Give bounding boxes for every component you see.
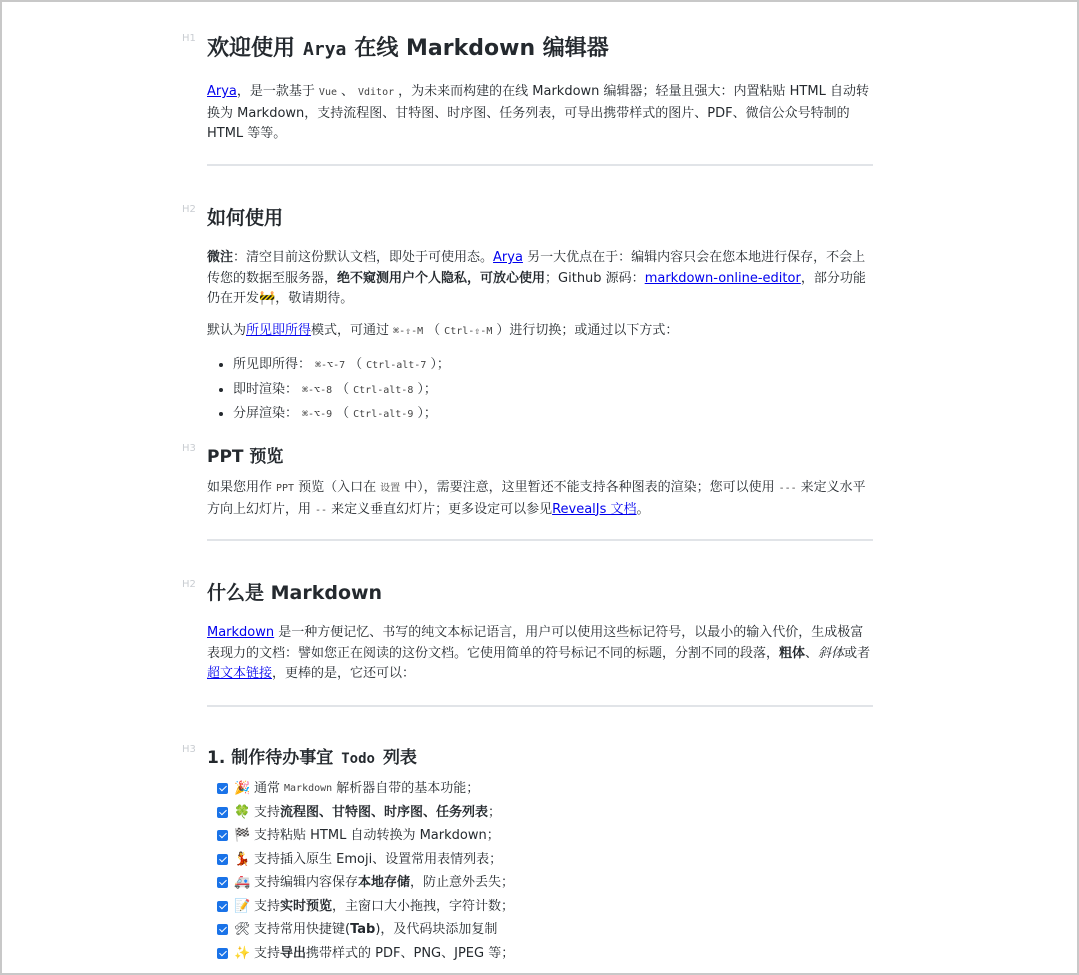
text: ）； bbox=[430, 357, 450, 372]
text: 。 bbox=[636, 501, 650, 517]
text: 支持 bbox=[254, 945, 281, 961]
text: ；Github 源码： bbox=[545, 270, 645, 286]
text: ，部分功能仍在开发 bbox=[207, 270, 866, 306]
text: ，为未来而构建的在线 Markdown 编辑器；轻量且强大：内置粘贴 HTML 自动转换为 Markdown，支持流程图、甘特图、时序图、任务列表，可导出携带样式的图片、PDF、微信公众号特制的 HTML 等等。 bbox=[207, 84, 869, 141]
text: （ bbox=[427, 323, 441, 338]
checkbox-checked[interactable] bbox=[217, 901, 228, 912]
title-text-end: 在线 Markdown 编辑器 bbox=[354, 36, 609, 61]
todo-item bbox=[217, 777, 514, 801]
hypertext-link[interactable]: 超文本链接 bbox=[207, 666, 273, 681]
text: 列表 bbox=[382, 748, 417, 768]
mode-list bbox=[207, 353, 450, 427]
text: 所见即所得： bbox=[233, 357, 312, 372]
bold-text: 流程图、甘特图、时序图、任务列表 bbox=[280, 804, 489, 820]
text: 来定义水平方向上幻灯片，用 bbox=[207, 480, 866, 517]
ppt-paragraph bbox=[207, 478, 873, 521]
text: （ bbox=[336, 381, 350, 397]
text: 解析器自带的基本功能； bbox=[336, 781, 480, 796]
mode-paragraph bbox=[207, 321, 873, 343]
divider bbox=[207, 705, 873, 707]
text: 支持编辑内容保存 bbox=[254, 875, 359, 890]
text: 支持粘贴 HTML 自动转换为 Markdown； bbox=[254, 828, 500, 843]
text: ）； bbox=[417, 381, 437, 397]
flag-emoji: 🏁 bbox=[234, 828, 251, 843]
bold-text: Tab bbox=[350, 922, 376, 937]
text: （ bbox=[336, 406, 350, 421]
text: 即时渲染： bbox=[233, 381, 299, 397]
todo-item bbox=[217, 895, 514, 919]
inline-code: Markdown bbox=[284, 783, 333, 794]
inline-code: Ctrl-alt-9 bbox=[353, 409, 414, 420]
intro-paragraph bbox=[207, 82, 873, 145]
inline-code: Ctrl-⇧-M bbox=[444, 326, 493, 337]
text: 支持插入原生 Emoji、设置常用表情列表； bbox=[254, 851, 503, 867]
text: ：清空目前这份默认文档，即处于可使用态。 bbox=[233, 250, 494, 265]
page-title bbox=[207, 31, 609, 62]
checkbox-checked[interactable] bbox=[217, 830, 228, 841]
github-link[interactable]: markdown-online-editor bbox=[644, 270, 801, 286]
todo-item bbox=[217, 848, 514, 872]
text: 、 bbox=[340, 84, 354, 99]
text: 或者 bbox=[844, 645, 871, 661]
list-item bbox=[233, 353, 450, 378]
checkbox-checked[interactable] bbox=[217, 948, 228, 959]
bold-text: 本地存储 bbox=[358, 875, 411, 890]
text: 支持 bbox=[254, 804, 281, 820]
divider bbox=[207, 539, 873, 541]
text: ，主窗口大小拖拽，字符计数； bbox=[332, 898, 515, 914]
memo-emoji: 📝 bbox=[234, 898, 251, 914]
text: 模式，可通过 bbox=[311, 323, 390, 338]
text: 分屏渲染： bbox=[233, 406, 299, 421]
heading-marker: H3 bbox=[182, 744, 196, 755]
inline-code: -- bbox=[315, 504, 328, 516]
todo-list bbox=[217, 777, 514, 965]
text: ，防止意外丢失； bbox=[410, 875, 515, 890]
text: 是一种方便记忆、书写的纯文本标记语言，用户可以使用这些标记符号，以最小的输入代价，生成极富表现力的文档：譬如您正在阅读的这份文档。它使用简单的符号标记不同的标题，分割不同的段落， bbox=[207, 625, 864, 661]
title-code: Arya bbox=[303, 39, 347, 60]
list-item bbox=[233, 378, 450, 403]
markdown-paragraph bbox=[207, 623, 873, 685]
text: ，是一款基于 bbox=[236, 84, 315, 99]
text: 默认为 bbox=[207, 323, 247, 338]
bold-text: 绝不窥测用户个人隐私，可放心使用 bbox=[337, 270, 546, 286]
arya-link[interactable]: Arya bbox=[207, 84, 237, 99]
todo-item bbox=[217, 942, 514, 966]
inline-code: Todo bbox=[341, 751, 375, 767]
text: 如果您用作 bbox=[207, 480, 273, 495]
heading-marker: H2 bbox=[182, 579, 196, 590]
divider bbox=[207, 164, 873, 166]
heading-marker: H2 bbox=[182, 204, 196, 215]
checkbox-checked[interactable] bbox=[217, 807, 228, 818]
section-title-markdown: 什么是 Markdown bbox=[207, 582, 383, 604]
checkbox-checked[interactable] bbox=[217, 924, 228, 935]
text: 中），需要注意，这里暂还不能支持各种图表的渲染；您可以使用 bbox=[404, 480, 775, 495]
bold-text: 粗体 bbox=[779, 645, 806, 661]
italic-text: 斜体 bbox=[818, 645, 845, 661]
text: 支持 bbox=[254, 898, 281, 914]
inline-code: ⌘-⇧-M bbox=[393, 326, 424, 337]
todo-item bbox=[217, 824, 514, 848]
checkbox-checked[interactable] bbox=[217, 854, 228, 865]
text: 、 bbox=[805, 645, 819, 661]
section-title-todo bbox=[207, 743, 417, 768]
heading-marker: H1 bbox=[182, 33, 196, 44]
todo-item bbox=[217, 918, 514, 942]
text: 携带样式的 PDF、PNG、JPEG 等； bbox=[306, 945, 515, 961]
party-emoji: 🎉 bbox=[234, 781, 251, 796]
tools-emoji: 🛠 bbox=[234, 922, 251, 937]
construction-emoji: 🚧 bbox=[259, 291, 276, 306]
inline-code: --- bbox=[778, 483, 797, 494]
inline-code: Ctrl-alt-8 bbox=[353, 384, 414, 396]
text: 另一大优点在于：编辑内容只会在您本地进行保存，不会上传您的数据至服务器， bbox=[207, 250, 866, 286]
section-title-ppt: PPT 预览 bbox=[207, 447, 284, 467]
text: )，及代码块添加复制 bbox=[375, 922, 498, 937]
ambulance-emoji: 🚑 bbox=[234, 875, 251, 890]
markdown-link[interactable]: Markdown bbox=[207, 625, 275, 640]
todo-item bbox=[217, 871, 514, 895]
inline-code: ⌘-⌥-9 bbox=[302, 409, 333, 420]
text: 预览（入口在 bbox=[298, 480, 377, 495]
text: 通常 bbox=[254, 781, 281, 796]
text: 1. 制作待办事宜 bbox=[207, 748, 334, 768]
inline-code: PPT bbox=[276, 483, 295, 494]
section-title-how: 如何使用 bbox=[207, 207, 284, 229]
dancer-emoji: 💃 bbox=[234, 851, 251, 867]
how-paragraph bbox=[207, 248, 873, 310]
bold-text: 微注 bbox=[207, 250, 234, 265]
bold-text: 导出 bbox=[280, 945, 307, 961]
inline-code: Ctrl-alt-7 bbox=[366, 360, 427, 371]
heading-marker: H3 bbox=[182, 443, 196, 454]
text: ； bbox=[488, 804, 502, 820]
todo-item bbox=[217, 801, 514, 825]
inline-code: Vditor bbox=[358, 87, 395, 98]
bold-text: 实时预览 bbox=[280, 898, 333, 914]
text: （ bbox=[349, 357, 363, 372]
arya-link[interactable]: Arya bbox=[493, 250, 523, 265]
title-text: 欢迎使用 bbox=[207, 36, 296, 61]
text: ，敬请期待。 bbox=[275, 291, 354, 306]
checkbox-checked[interactable] bbox=[217, 783, 228, 794]
inline-code: 设置 bbox=[380, 483, 401, 494]
checkbox-checked[interactable] bbox=[217, 877, 228, 888]
inline-code: ⌘-⌥-8 bbox=[302, 384, 333, 396]
clover-emoji: 🍀 bbox=[234, 804, 251, 820]
list-item bbox=[233, 402, 450, 427]
text: ，更棒的是，它还可以： bbox=[272, 666, 416, 681]
text: 支持常用快捷键( bbox=[254, 922, 351, 937]
sparkles-emoji: ✨ bbox=[234, 945, 251, 961]
text: 来定义垂直幻灯片；更多设定可以参见 bbox=[331, 501, 553, 517]
inline-code: ⌘-⌥-7 bbox=[315, 360, 346, 371]
revealjs-link[interactable]: RevealJs 文档 bbox=[552, 501, 637, 517]
text: ）； bbox=[417, 406, 437, 421]
inline-code: Vue bbox=[318, 87, 337, 98]
text: ）进行切换；或通过以下方式： bbox=[496, 323, 679, 338]
wysiwyg-link[interactable]: 所见即所得 bbox=[246, 323, 312, 338]
